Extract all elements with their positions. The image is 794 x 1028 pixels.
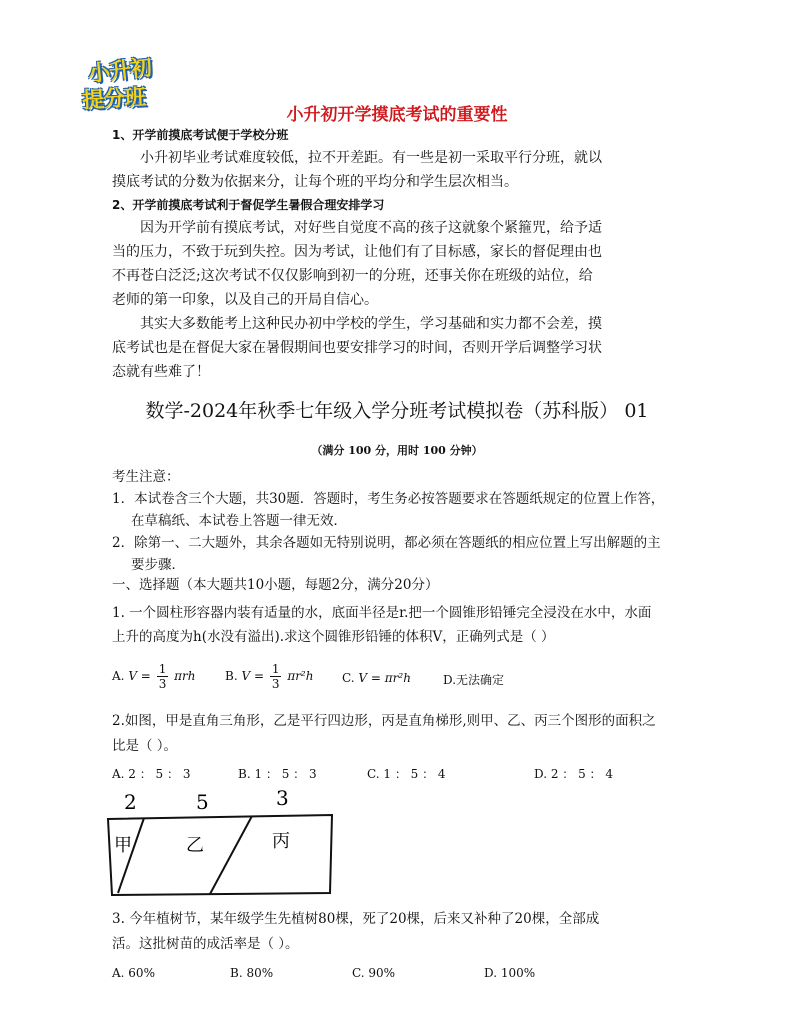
q1-option-b-fraction bbox=[270, 662, 282, 691]
figure-region-bing: 丙 bbox=[272, 831, 290, 852]
notice2-line2: 要步骤． bbox=[131, 557, 185, 573]
notice-label: 考生注意： bbox=[112, 469, 180, 485]
heading-1: 1、开学前摸底考试便于学校分班 bbox=[112, 128, 289, 142]
q3-option-a[interactable]: A. 60% bbox=[112, 966, 155, 980]
q1-option-d[interactable]: D.无法确定 bbox=[443, 673, 505, 687]
q3-line2: 活。这批树苗的成活率是（ ）。 bbox=[112, 936, 299, 952]
article-title: 小升初开学摸底考试的重要性 bbox=[286, 105, 508, 125]
q3-option-b[interactable]: B. 80% bbox=[230, 966, 274, 980]
para3-line1: 其实大多数能考上这种民办初中学校的学生，学习基础和实力都不会差，摸 bbox=[140, 316, 602, 332]
para2-line1: 因为开学前有摸底考试，对好些自觉度不高的孩子这就象个紧箍咒，给予适 bbox=[140, 220, 602, 236]
q1-option-b-num: 1 bbox=[271, 662, 280, 676]
q1-option-b-den: 3 bbox=[271, 677, 280, 691]
figure-divider-2 bbox=[210, 816, 252, 894]
q2-figure bbox=[100, 785, 340, 900]
q1-option-b[interactable] bbox=[225, 662, 313, 691]
q3-option-d[interactable]: D. 100% bbox=[484, 966, 536, 980]
q2-option-a[interactable]: A. 2 ： 5 ： 3 bbox=[112, 767, 191, 781]
q1-option-b-label: B. bbox=[225, 669, 238, 683]
para1-line1: 小升初毕业考试难度较低，拉不开差距。有一些是初一采取平行分班，就以 bbox=[140, 150, 602, 166]
q1-line2: 上升的高度为h(水没有溢出).求这个圆锥形铅锤的体积V，正确列式是（ ） bbox=[112, 629, 555, 645]
figure-region-yi: 乙 bbox=[186, 835, 204, 856]
para2-line3: 不再苍白泛泛;这次考试不仅仅影响到初一的分班，还事关你在班级的站位，给 bbox=[112, 268, 593, 284]
para3-line2: 底考试也是在督促大家在暑假期间也要安排学习的时间，否则开学后调整学习状 bbox=[112, 340, 602, 356]
heading-2: 2、开学前摸底考试利于督促学生暑假合理安排学习 bbox=[112, 198, 385, 212]
q1-option-c-label: C. bbox=[342, 671, 355, 685]
q3-option-c[interactable]: C. 90% bbox=[352, 966, 396, 980]
figure-number-3: 3 bbox=[276, 786, 289, 810]
para2-line4: 老师的第一印象，以及自己的开局自信心。 bbox=[112, 292, 378, 308]
q2-line1: 2.如图，甲是直角三角形，乙是平行四边形，丙是直角梯形,则甲、乙、丙三个图形的面积之 bbox=[112, 713, 656, 729]
exam-title: 数学-2024年秋季七年级入学分班考试模拟卷（苏科版） 01 bbox=[145, 400, 649, 422]
q1-option-b-rhs: πr²h bbox=[287, 669, 314, 683]
q1-option-c[interactable] bbox=[342, 671, 411, 685]
q3-line1: 3. 今年植树节，某年级学生先植树80棵，死了20棵，后来又补种了20棵，全部成 bbox=[112, 911, 600, 927]
q1-option-a-den: 3 bbox=[158, 677, 167, 691]
q2-option-d[interactable]: D. 2 ： 5 ： 4 bbox=[534, 767, 613, 781]
logo-line1: 小升初 bbox=[87, 55, 153, 88]
q1-option-a-rhs: πrh bbox=[174, 669, 196, 683]
q1-option-b-lhs: V = bbox=[241, 669, 265, 683]
q1-option-a-lhs: V = bbox=[128, 669, 151, 683]
q2-option-c[interactable]: C. 1 ： 5 ： 4 bbox=[367, 767, 446, 781]
logo-line2: 提分班 bbox=[81, 85, 146, 114]
q1-option-a-fraction bbox=[157, 662, 169, 691]
para1-line2: 摸底考试的分数为依据来分，让每个班的平均分和学生层次相当。 bbox=[112, 174, 518, 190]
section1-heading: 一、选择题（本大题共10小题，每题2分，满分20分） bbox=[112, 577, 439, 593]
q2-line2: 比是（ ）。 bbox=[112, 738, 178, 754]
q1-line1: 1. 一个圆柱形容器内装有适量的水，底面半径是r.把一个圆锥形铅锤完全浸没在水中，水面 bbox=[112, 605, 652, 621]
para2-line2: 当的压力，不致于玩到失控。因为考试，让他们有了目标感，家长的督促理由也 bbox=[112, 244, 602, 260]
figure-region-jia: 甲 bbox=[114, 835, 132, 856]
q1-option-a-label: A. bbox=[112, 669, 125, 683]
para3-line3: 态就有些难了！ bbox=[112, 364, 210, 380]
figure-number-5: 5 bbox=[196, 790, 209, 814]
q2-option-b[interactable]: B. 1 ： 5 ： 3 bbox=[238, 767, 317, 781]
notice1-line2: 在草稿纸、本试卷上答题一律无效． bbox=[131, 513, 347, 529]
q1-option-c-expr: V = πr²h bbox=[358, 671, 411, 685]
q1-option-a[interactable] bbox=[112, 662, 196, 691]
figure-number-2: 2 bbox=[124, 790, 137, 814]
notice2-line1: 2．除第一、二大题外，其余各题如无特别说明，都必须在答题纸的相应位置上写出解题的主 bbox=[112, 535, 661, 551]
notice1-line1: 1．本试卷含三个大题，共30题．答题时，考生务必按答题要求在答题纸规定的位置上作答， bbox=[112, 491, 665, 507]
exam-subtitle: （满分 100 分，用时 100 分钟） bbox=[311, 444, 483, 457]
q1-option-a-num: 1 bbox=[158, 662, 167, 676]
